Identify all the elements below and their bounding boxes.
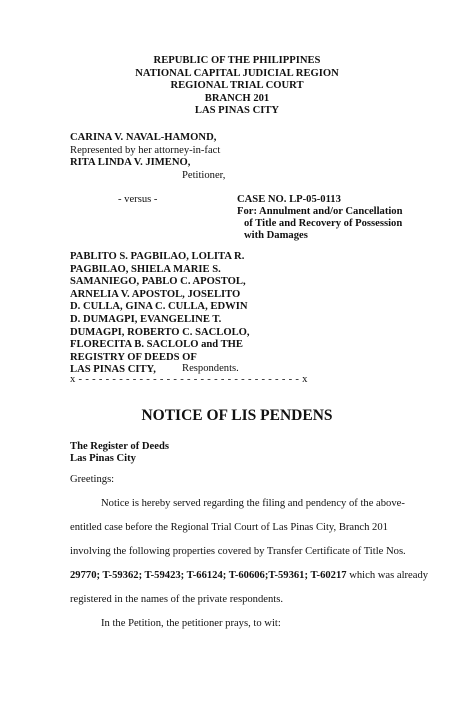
respondent-line: PAGBILAO, SHIELA MARIE S. [70,263,221,275]
body-text: which was already [346,570,429,581]
header-line: REGIONAL TRIAL COURT [170,80,304,92]
respondent-line: FLORECITA B. SACLOLO and THE [70,339,243,351]
caption-separator: x - - - - - - - - - - - - - - - - - - - - - - - - - - - - - - - - - x [70,374,308,385]
title-numbers: 29770; T-59362; T-59423; T-66124; T-60606;T-59361; T-60217 [70,570,347,581]
court-header [0,55,474,118]
header-line: LAS PINAS CITY [194,105,280,117]
respondent-line: DUMAGPI, ROBERTO C. SACLOLO, [70,326,250,338]
petitioner-represented: Represented by her attorney-in-fact [70,145,221,156]
body-line: registered in the names of the private respondents. [70,594,283,605]
header-line: NATIONAL CAPITAL JUDICIAL REGION [135,67,339,79]
respondent-line: LAS PINAS CITY, [70,364,156,376]
petitioner-name: CARINA V. NAVAL-HAMOND, [70,132,217,143]
body-line: Notice is hereby served regarding the filing and pendency of the above- [101,498,405,509]
versus-label: - versus - [118,194,158,205]
respondent-line: D. DUMAGPI, EVANGELINE T. [70,313,222,325]
header-line: BRANCH 201 [204,92,270,104]
respondent-line: REGISTRY OF DEEDS OF [70,351,197,363]
body-line: In the Petition, the petitioner prays, to wit: [101,618,281,629]
case-for-line: with Damages [244,230,308,241]
body-line: entitled case before the Regional Trial Court of Las Pinas City, Branch 201 [70,522,388,533]
respondent-line: D. CULLA, GINA C. CULLA, EDWIN [70,301,248,313]
petitioner-role: Petitioner, [182,170,226,181]
document-title: NOTICE OF LIS PENDENS [141,407,333,424]
header-line: REPUBLIC OF THE PHILIPPINES [153,55,321,66]
greeting: Greetings: [70,474,115,485]
case-for-line: For: Annulment and/or Cancellation [237,206,403,217]
body-line-with-titles [70,570,428,581]
respondents-block [70,251,250,377]
addressee-line: The Register of Deeds [70,441,169,452]
body-line: involving the following properties covered by Transfer Certificate of Title Nos. [70,546,406,557]
respondent-line: ARNELIA V. APOSTOL, JOSELITO [70,288,241,300]
respondent-line: SAMANIEGO, PABLO C. APOSTOL, [70,276,246,288]
respondents-role: Respondents. [182,363,239,374]
case-number: CASE NO. LP-05-0113 [237,194,341,205]
petitioner-attorney: RITA LINDA V. JIMENO, [70,157,191,168]
addressee-line: Las Pinas City [70,453,136,464]
case-for-line: of Title and Recovery of Possession [244,218,403,229]
respondent-line: PABLITO S. PAGBILAO, LOLITA R. [70,251,245,262]
